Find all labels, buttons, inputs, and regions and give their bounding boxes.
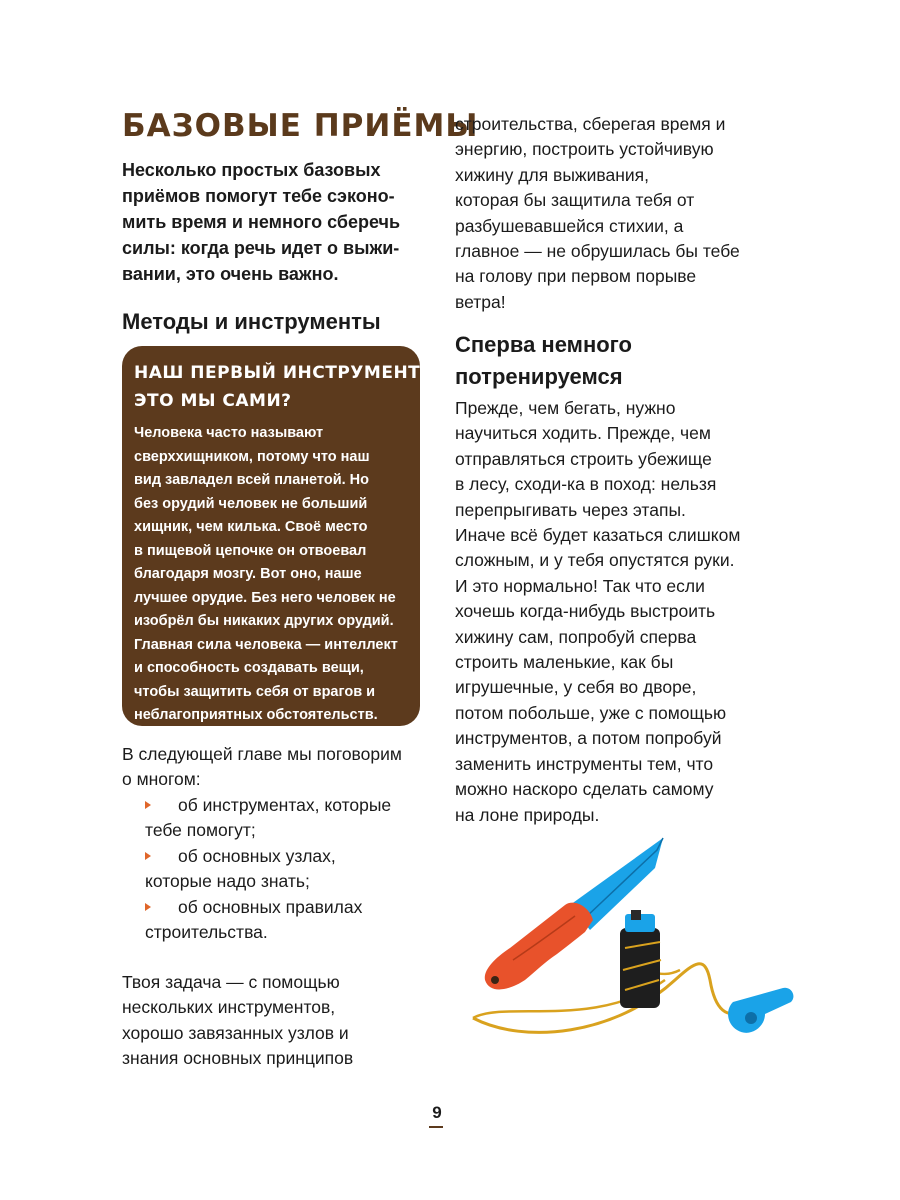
box-text-line: чтобы защитить себя от врагов и bbox=[134, 683, 376, 700]
paragraph-line: хижину для выживания, bbox=[455, 164, 650, 185]
page-title: БАЗОВЫЕ ПРИЁМЫ bbox=[122, 108, 479, 144]
list-item-line: тебе помогут; bbox=[145, 820, 256, 841]
whistle-icon bbox=[728, 988, 793, 1033]
box-text-line: лучшее орудие. Без него человек не bbox=[134, 589, 396, 606]
section-heading-line: Сперва немного bbox=[455, 332, 632, 357]
box-title-line: ЭТО МЫ САМИ? bbox=[134, 391, 292, 411]
box-text-line: изобрёл бы никаких других орудий. bbox=[134, 613, 394, 629]
paragraph-line: энергию, построить устойчивую bbox=[455, 139, 714, 160]
intro-line: о многом: bbox=[122, 769, 201, 790]
list-item bbox=[122, 844, 391, 895]
lighter-icon bbox=[620, 910, 661, 1008]
box-text-line: Человека часто называют bbox=[134, 425, 324, 441]
task-line: нескольких инструментов, bbox=[122, 997, 336, 1018]
list-item-line: об основных правилах bbox=[178, 896, 363, 917]
paragraph-line: на лоне природы. bbox=[455, 804, 600, 825]
box-text-line: и способность создавать вещи, bbox=[134, 660, 364, 676]
box-text-line: без орудий человек не больший bbox=[134, 495, 368, 512]
paragraph-line: на голову при первом порыве bbox=[455, 266, 697, 287]
paragraph-line: заменить инструменты тем, что bbox=[455, 753, 714, 774]
box-text-line: хищник, чем килька. Своё место bbox=[134, 519, 368, 535]
paragraph-line: потом побольше, уже с помощью bbox=[455, 702, 727, 723]
box-text-line: вид завладел всей планетой. Но bbox=[134, 472, 370, 488]
paragraph-line: которая бы защитила тебя от bbox=[455, 190, 695, 211]
paragraph-line: научиться ходить. Прежде, чем bbox=[455, 423, 711, 444]
triangle-bullet-icon bbox=[145, 903, 151, 911]
lead-line: мить время и немного сберечь bbox=[122, 212, 401, 232]
paragraph-line: Прежде, чем бегать, нужно bbox=[455, 398, 676, 418]
task-line: знания основных принципов bbox=[122, 1048, 354, 1069]
task-line: хорошо завязанных узлов и bbox=[122, 1022, 349, 1043]
box-text-line: Главная сила человека — интеллект bbox=[134, 636, 398, 653]
box-text-line: благодаря мозгу. Вот оно, наше bbox=[134, 566, 362, 582]
paragraph-line: строить маленькие, как бы bbox=[455, 652, 674, 673]
lead-line: Несколько простых базовых bbox=[122, 160, 381, 180]
list-item bbox=[122, 793, 391, 844]
box-text-line: неблагоприятных обстоятельств. bbox=[134, 707, 378, 723]
paragraph-line: сложным, и у тебя опустятся руки. bbox=[455, 550, 735, 571]
paragraph-line: отправляться строить убежище bbox=[455, 448, 712, 469]
triangle-bullet-icon bbox=[145, 852, 151, 860]
section-heading-text: Методы и инструменты bbox=[122, 309, 381, 334]
paragraph-line: игрушечные, у себя во дворе, bbox=[455, 677, 697, 698]
task-line: Твоя задача — с помощью bbox=[122, 972, 340, 992]
box-title-line: НАШ ПЕРВЫЙ ИНСТРУМЕНТ… bbox=[134, 363, 438, 383]
box-text-line: сверххищником, потому что наш bbox=[134, 448, 370, 465]
paragraph-line: ветра! bbox=[455, 291, 506, 312]
box-text-line: в пищевой цепочке он отвоевал bbox=[134, 542, 367, 559]
paragraph-line: разбушевавшейся стихии, а bbox=[455, 215, 684, 236]
paragraph-line: перепрыгивать через этапы. bbox=[455, 499, 686, 520]
paragraph-line: Иначе всё будет казаться слишком bbox=[455, 525, 741, 546]
task-paragraph bbox=[122, 970, 353, 1072]
intro-paragraph bbox=[122, 742, 402, 793]
sidebar-box bbox=[122, 346, 438, 726]
list-item-line: строительства. bbox=[145, 922, 268, 943]
survival-tools-illustration bbox=[465, 830, 805, 1060]
section-heading-methods bbox=[122, 306, 381, 338]
page-number: 9 bbox=[432, 1103, 442, 1122]
paragraph-line: в лесу, сходи-ка в поход: нельзя bbox=[455, 474, 717, 495]
list-item-line: об инструментах, которые bbox=[178, 795, 392, 815]
intro-line: В следующей главе мы поговорим bbox=[122, 744, 402, 764]
lead-line: силы: когда речь идет о выжи- bbox=[122, 238, 400, 258]
paragraph-line: можно наскоро сделать самому bbox=[455, 779, 714, 800]
triangle-bullet-icon bbox=[145, 801, 151, 809]
paragraph-line: хижину сам, попробуй сперва bbox=[455, 626, 697, 647]
paragraph-line: инструментов, а потом попробуй bbox=[455, 728, 722, 749]
section-heading-practice bbox=[455, 329, 632, 393]
section-heading-line: потренируемся bbox=[455, 364, 623, 389]
list-item bbox=[122, 895, 391, 946]
lead-line: вании, это очень важно. bbox=[122, 264, 339, 284]
list-item-line: об основных узлах, bbox=[178, 845, 336, 866]
lead-paragraph bbox=[122, 157, 422, 287]
box-title bbox=[134, 359, 438, 415]
box-text bbox=[134, 422, 398, 728]
bullet-list bbox=[122, 793, 391, 945]
lead-line: приёмов помогут тебе сэконо- bbox=[122, 186, 395, 206]
list-item-line: которые надо знать; bbox=[145, 871, 310, 892]
knife-handle-icon bbox=[485, 903, 593, 990]
paragraph-line: И это нормально! Так что если bbox=[455, 575, 705, 596]
page-number-rule bbox=[429, 1126, 443, 1128]
continued-paragraph bbox=[455, 112, 740, 315]
paragraph-line: хочешь когда-нибудь выстроить bbox=[455, 601, 716, 622]
paragraph-line: строительства, сберегая время и bbox=[455, 114, 726, 134]
practice-paragraph bbox=[455, 396, 740, 828]
paragraph-line: главное — не обрушилась бы тебе bbox=[455, 241, 740, 262]
